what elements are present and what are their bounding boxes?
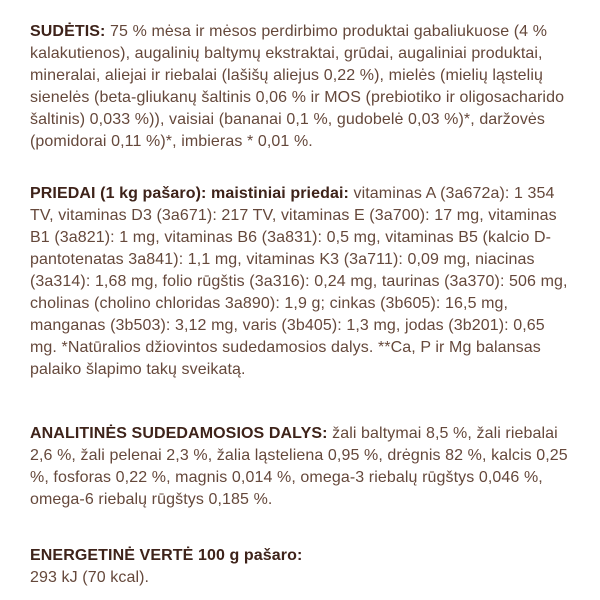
analytical-body: žali baltymai 8,5 %, žali riebalai 2,6 %, žali pelenai 2,3 %, žalia ląsteliena 0,95 %, drėgnis 82 %, kalcis 0,25 %, fosforas 0,22 %, magnis 0,014 %, omega-3 riebalų rūgštys 0,046 %, omega-6 riebalų rūgštys 0,185 %. — [30, 425, 568, 508]
analytical-heading: ANALITINĖS SUDEDAMOSIOS DALYS: — [30, 425, 328, 442]
section-composition — [30, 21, 574, 153]
energy-heading: ENERGETINĖ VERTĖ 100 g pašaro: — [30, 547, 303, 564]
composition-heading: SUDĖTIS: — [30, 23, 106, 40]
analytical-paragraph — [30, 423, 574, 511]
section-additives — [30, 183, 574, 381]
additives-paragraph — [30, 183, 574, 381]
additives-body: vitaminas A (3a672a): 1 354 TV, vitaminas D3 (3a671): 217 TV, vitaminas E (3a700): 17 mg, vitaminas B1 (3a821): 1 mg, vitaminas B6 (3a831): 0,5 mg, vitaminas B5 (kalcio D-pantotenatas 3a841): 1,1 mg, vitaminas K3 (3a711): 0,09 mg, niacinas (3a314): 1,68 mg, folio rūgštis (3a316): 0,24 mg, taurinas (3a370): 506 mg, cholinas (cholino chloridas 3a890): 1,9 g; cinkas (3b605): 16,5 mg, manganas (3b503): 3,12 mg, varis (3b405): 1,3 mg, jodas (3b201): 0,65 mg. *Natūralios džiovintos sudedamosios dalys. **Ca, P ir Mg balansas palaiko šlapimo takų sveikatą. — [30, 185, 568, 378]
energy-body: 293 kJ (70 kcal). — [30, 569, 150, 586]
section-energy-value — [30, 545, 574, 589]
energy-paragraph — [30, 545, 574, 589]
composition-paragraph — [30, 21, 574, 153]
composition-body: 75 % mėsa ir mėsos perdirbimo produktai gabaliukuose (4 % kalakutienos), augalinių baltymų ekstraktai, grūdai, augaliniai produktai, mineralai, aliejai ir riebalai (lašišų aliejus 0,22 %), mielės (mielių ląstelių sienelės (beta-gliukanų šaltinis 0,06 % ir MOS (prebiotiko ir oligosacharido šaltinis) 0,033 %)), vaisiai (bananai 0,1 %, gudobelė 0,03 %)*, daržovės (pomidorai 0,11 %)*, imbieras * 0,01 %. — [30, 23, 565, 150]
section-analytical-constituents — [30, 423, 574, 511]
additives-heading: PRIEDAI (1 kg pašaro): maistiniai priedai: — [30, 185, 349, 202]
